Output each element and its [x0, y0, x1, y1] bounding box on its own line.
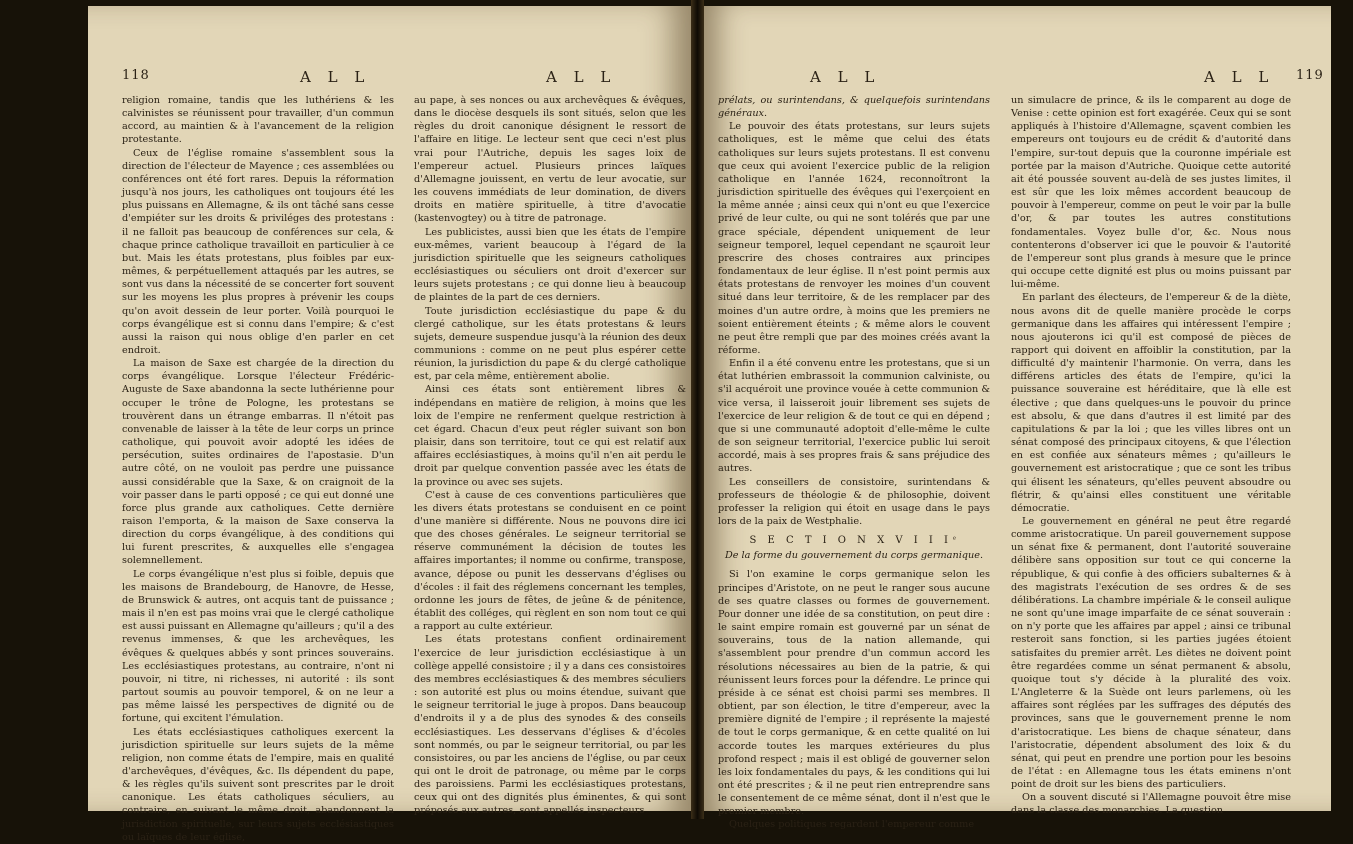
paragraph: un simulacre de prince, & ils le comparent au doge de Venise : cette opinion est fort exagérée. Ceux qui se sont appliqués à l'histoire d'Allemagne, sçavent combien les empereurs ont toujours eu de crédit & d'autorité dans l'empire, sur-tout depuis que la couronne impériale est portée par la maison d'Autriche. Quoique cette autorité ait été poussée souvent au-delà de ses justes limites, il est sûr que les loix mêmes accordent beaucoup de pouvoir à l'empereur, comme on peut le voir par la bulle d'or, & par toutes les autres constitutions fondamentales. Voyez bulle d'or, &c. Nous nous contenterons d'observer ici que le pouvoir & l'autorité de l'empereur sont plus grands à mesure que le prince qui occupe cette dignité est plus ou moins puissant par lui-même. — [1011, 95, 1291, 291]
left-page-column-2 — [414, 94, 686, 817]
running-head: A L L — [546, 68, 617, 86]
paragraph: Si l'on examine le corps germanique selon les principes d'Aristote, on ne peut le ranger sous aucune de ses quatre classes ou formes de gouvernement. Pour donner une idée de sa constitution, on peut dire : le saint empire romain est gouverné par un sénat de souverains, tous de la nation allemande, qui s'assemblent pour prendre d'un commun accord les résolutions nécessaires au bien de la patrie, & qui réunissent leurs forces pour la défendre. Le prince qui préside à ce sénat est choisi parmi ses membres. Il obtient, par son élection, le titre d'empereur, avec la première dignité de l'empire ; il représente la majesté de tout le corps germanique, & en cette qualité on lui accorde toutes les marques extérieures du plus profond respect ; mais il est obligé de gouverner selon les loix fondamentales du pays, & les conditions qui lui ont été prescrites ; & il ne peut rien entreprendre sans le consentement de ce même sénat, dont il n'est que le premier membre. — [718, 569, 990, 818]
paragraph: On a souvent discuté si l'Allemagne pouvoit être mise dans la classe des monarchies. La question — [1011, 792, 1291, 817]
page-number: 119 — [1296, 68, 1324, 83]
page-number: 118 — [122, 68, 150, 83]
paragraph: au pape, à ses nonces ou aux archevêques & évêques, dans le diocèse desquels ils sont situés, selon que les règles du droit canonique désignent le ressort de l'affaire en litige. Le lecteur sent que ceci n'est plus vrai pour l'Autriche, depuis les sages loix de l'empereur actuel. Plusieurs princes laïques d'Allemagne jouissent, en vertu de leur avocatie, sur les couvens immédiats de leur domination, de divers droits en matière spirituelle, à titre d'avocatie (kastenvogtey) ou à titre de patronage. — [414, 95, 686, 225]
paragraph: Enfin il a été convenu entre les protestans, que si un état luthérien embrassoit la communion calviniste, ou s'il acquéroit une province vouée à cette communion & vice versa, il laisseroit jouir librement ses sujets de l'exercice de leur religion & de tout ce qui en dépend ; que si une communauté adoptoit d'elle-même le culte de son seigneur territorial, l'exercice public lui seroit accordé, mais à ses propres frais & sans préjudice des autres. — [718, 358, 990, 475]
left-page — [88, 6, 691, 843]
paragraph: Les conseillers de consistoire, surintendans & professeurs de théologie & de philosophie, doivent professer la religion qui étoit en usage dans le pays lors de la paix de Westphalie. — [718, 476, 990, 527]
paragraph: C'est à cause de ces conventions particulières que les divers états protestans se conduisent en ce point d'une manière si différente. Nous ne pouvons dire ici que des choses générales. Le seigneur territorial se réserve communément la décision de toutes les affaires importantes; il nomme ou confirme, transpose, avance, dépose ou punit les desservans d'églises ou d'écoles : il fait des réglemens concernant les temples, ordonne les jours de fêtes, de jeûne & de pénitence, établit des colléges, qui règlent en son nom tout ce qui a rapport au culte extérieur. — [414, 489, 686, 633]
right-page-header — [704, 68, 1331, 94]
paragraph: La maison de Saxe est chargée de la direction du corps évangélique. Lorsque l'électeur Frédéric-Auguste de Saxe abandonna la secte luthérienne pour occuper le trône de Pologne, les protestans se trouvèrent dans un étrange embarras. Il n'étoit pas convenable de laisser à la tête de leur corps un prince catholique, qui pouvoit avoir adopté les idées de persécution, suites ordinaires de l'apostasie. D'un autre côté, on ne vouloit pas perdre une puissance aussi considérable que la Saxe, & on craignoit de la voir passer dans le parti opposé ; ce qui eut donné une force plus grande aux catholiques. Cette dernière raison l'emporta, & la maison de Saxe conserva la direction du corps évangélique, à des conditions qui lui furent prescrites, & auxquelles elle s'engagea solemnellement. — [122, 358, 394, 567]
paragraph: Le corps évangélique n'est plus si foible, depuis que les maisons de Brandebourg, de Hanovre, de Hesse, de Brunswick & autres, ont acquis tant de puissance ; mais il n'en est pas moins vrai que le clergé catholique est aussi puissant en Allemagne qu'ailleurs ; qu'il a des revenus immenses, & que les archevêques, les évêques & quelques abbés y sont princes souverains. Les ecclésiastiques protestans, au contraire, n'ont ni pouvoir, ni titre, ni richesses, ni autorité : ils sont partout soumis au pouvoir temporel, & on ne leur a pas même laissé les perspectives de dignité ou de fortune, qui excitent l'émulation. — [122, 568, 394, 725]
book-gutter — [691, 0, 704, 819]
paragraph: Les états ecclésiastiques catholiques exercent la jurisdiction spirituelle sur leurs sujets de la même religion, non comme états de l'empire, mais en qualité d'archevêques, d'évêques, &c. Ils dépendent du pape, & les règles qu'ils suivent sont prescrites par le droit canonique. Les états catholiques séculiers, au contraire, en suivant le même droit, abandonnent la jurisdiction spirituelle, sur leurs sujets ecclésiastiques ou laïques de leur église, — [122, 726, 394, 843]
paragraph: En parlant des électeurs, de l'empereur & de la diète, nous avons dit de quelle manière procède le corps germanique dans les affaires qui intéressent l'empire ; nous ajouterons ici qu'il est composé de pièces de rapport qui doivent en affoiblir la constitution, par la difficulté d'y maintenir l'harmonie. On verra, dans les différens articles des états de l'empire, qu'ici la puissance souveraine est héréditaire, que là elle est élective ; que dans quelques-uns le pouvoir du prince est absolu, & que dans d'autres il est limité par des capitulations & par la loi ; que les villes libres ont un sénat composé des principaux citoyens, & que l'élection en est confiée aux sénateurs mêmes ; qu'ailleurs le gouvernement est aristocratique ; que ce sont les tribus qui élisent les sénateurs, qu'elles peuvent absoudre ou flétrir, & qu'ainsi elles constituent une véritable démocratie. — [1011, 292, 1291, 514]
left-page-header — [88, 68, 691, 94]
paragraph: religion romaine, tandis que les luthériens & les calvinistes se réunissent pour travailler, d'un commun accord, au maintien & à l'avancement de la religion protestante. — [122, 95, 394, 146]
paragraph: prélats, ou surintendans, & quelquefois surintendans généraux. — [718, 95, 990, 120]
right-page — [704, 6, 1331, 831]
running-head: A L L — [1204, 68, 1275, 86]
section-subtitle: De la forme du gouvernement du corps germanique. — [724, 550, 984, 562]
paragraph: Quelques politiques regardent l'empereur comme — [729, 819, 975, 831]
running-head: A L L — [810, 68, 881, 86]
paragraph: Toute jurisdiction ecclésiastique du pape & du clergé catholique, sur les états protestans & leurs sujets, demeure suspendue jusqu'à la réunion des deux communions : comme on ne peut plus espérer cette réunion, la jurisdiction du pape & du clergé catholique est, par cela même, entièrement abolie. — [414, 305, 686, 383]
paragraph: Le gouvernement en général ne peut être regardé comme aristocratique. Un pareil gouvernement suppose un sénat fixe & permanent, dont l'autorité souveraine délibère sans opposition sur tout ce qui concerne la république, & qui confie à des officiers subalternes & à des magistrats l'exécution de ses ordres & de ses délibérations. La chambre impériale & le conseil aulique ne sont qu'une image imparfaite de ce sénat souverain : on n'y porte que les affaires par appel ; ainsi ce tribunal resteroit sans fonction, si les parties jugées étoient satisfaites du premier arrêt. Les diètes ne doivent point être regardées comme un sénat permanent & absolu, quoique tout s'y décide à la pluralité des voix. L'Angleterre & la Suède ont leurs parlemens, où les affaires sont réglées par les suffrages des députés des provinces, sans que le gouvernement prenne le nom d'aristocratique. Les biens de chaque sénateur, dans l'aristocratie, dépendent absolument des loix & du sénat, qui peut en prendre une portion pour les besoins de l'état : en Allemagne tous les états eminens n'ont point de droit sur les biens des particuliers. — [1011, 516, 1291, 791]
right-page-column-1 — [718, 94, 990, 831]
paragraph: Ainsi ces états sont entièrement libres & indépendans en matière de religion, à moins que les loix de l'empire ne renferment quelque restriction à cet égard. Chacun d'eux peut régler suivant son bon plaisir, dans son territoire, tout ce qui est relatif aux affaires ecclésiastiques, à moins qu'il n'en ait perdu le droit par quelque convention passée avec les états de la province ou avec ses sujets. — [414, 384, 686, 488]
running-head: A L L — [300, 68, 371, 86]
section-title: S E C T I O N X V I I I ͤ — [749, 535, 959, 547]
paragraph: Le pouvoir des états protestans, sur leurs sujets catholiques, est le même que celui des états catholiques sur leurs sujets protestans. Il est convenu que ceux qui avoient l'exercice public de la religion catholique en l'année 1624, reconnoîtront la jurisdiction spirituelle des évêques qui l'exerçoient en la même année ; ainsi ceux qui n'ont eu que l'exercice privé de leur culte, ou qui ne sont tolérés que par une grace spéciale, dépendent uniquement de leur seigneur temporel, lequel cependant ne sçauroit leur prescrire des choses contraires aux principes fondamentaux de leur église. Il n'est point permis aux états protestans de renvoyer les moines d'un couvent situé dans leur territoire, & de les remplacer par des moines d'un autre ordre, à moins que les premiers ne soient entièrement éteints ; & même alors le couvent ne peut être rempli que par des moines créés avant la réforme. — [718, 121, 990, 356]
paragraph: Les publicistes, aussi bien que les états de l'empire eux-mêmes, varient beaucoup à l'égard de la jurisdiction spirituelle que les seigneurs catholiques ecclésiastiques ou séculiers ont droit d'exercer sur leurs sujets protestans ; ce qui donne lieu à beaucoup de plaintes de la part de ces derniers. — [414, 226, 686, 304]
paragraph: Ceux de l'église romaine s'assemblent sous la direction de l'électeur de Mayence ; ces assemblées ou conférences ont été fort rares. Depuis la réformation jusqu'à nos jours, les catholiques ont toujours été les plus puissans en Allemagne, & ils ont tâché sans cesse d'empiéter sur les droits & priviléges des protestans : il ne falloit pas beaucoup de conférences sur cela, & chaque prince catholique travailloit en particulier à ce but. Mais les états protestans, plus foibles par eux-mêmes, & perpétuellement attaqués par les autres, se sont vus dans la nécessité de se concerter fort souvent sur les moyens les plus propres à prévenir les coups qu'on avoit dessein de leur porter. Voilà pourquoi le corps évangélique est si connu dans l'empire; & c'est aussi la raison qui nous oblige d'en parler en cet endroit. — [122, 147, 394, 356]
right-page-column-2 — [1011, 94, 1291, 817]
paragraph: Les états protestans confient ordinairement l'exercice de leur jurisdiction ecclésiastique à un collège appellé consistoire ; il y a dans ces consistoires des membres ecclésiastiques & des membres séculiers : son autorité est plus ou moins étendue, suivant que le seigneur territorial le juge à propos. Dans beaucoup d'endroits il y a de plus des synodes & des conseils ecclésiastiques. Les desservans d'églises & d'écoles sont nommés, ou par le seigneur territorial, ou par les consistoires, ou par les anciens de l'église, ou par ceux qui ont le droit de patronage, ou même par le corps des paroissiens. Parmi les ecclésiastiques protestans, ceux qui ont des dignités plus éminentes, & qui sont préposés aux autres, sont appellés inspecteurs — [414, 634, 686, 817]
left-page-column-1 — [122, 94, 394, 843]
